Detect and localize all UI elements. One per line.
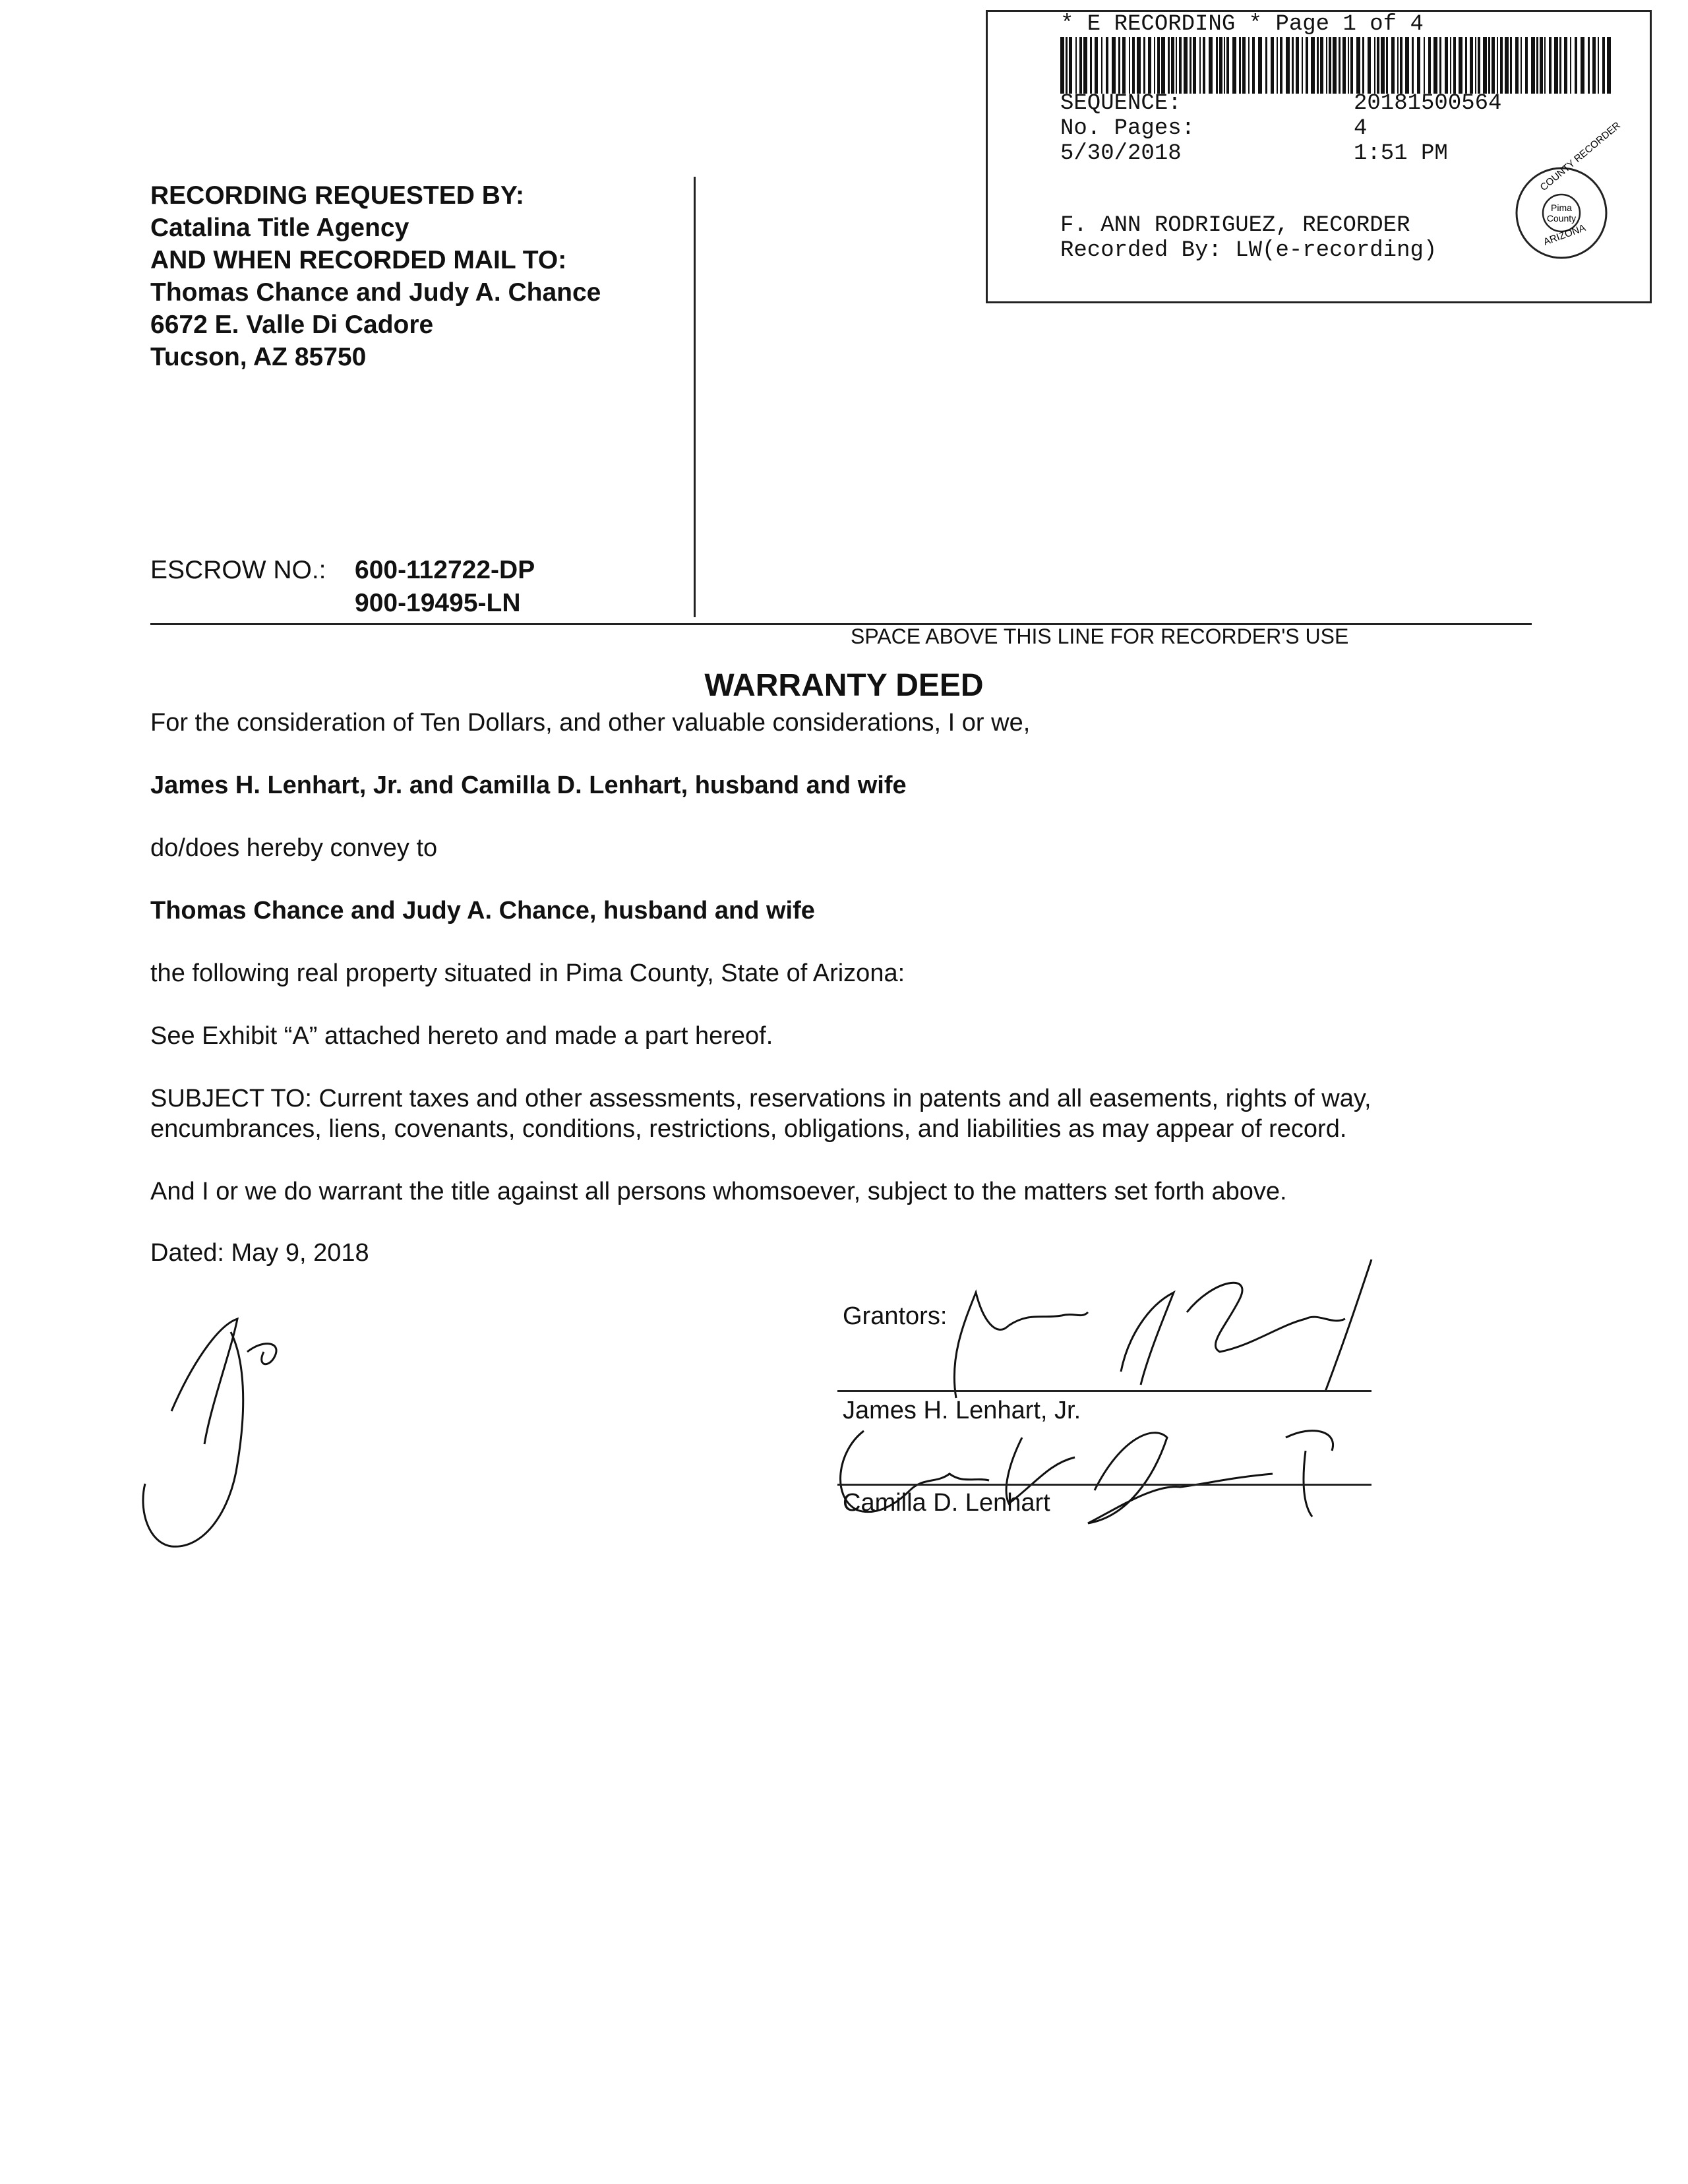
barcode-bar (1190, 37, 1191, 94)
barcode-bar (1193, 37, 1196, 94)
property-text: the following real property situated in Pima County, State of Arizona: (150, 959, 905, 987)
barcode-bar (1453, 37, 1456, 94)
barcode-bar (1184, 37, 1188, 94)
barcode-bar (1400, 37, 1402, 94)
signature-camilla-lenhart (811, 1411, 1378, 1536)
barcode-bar (1391, 37, 1395, 94)
barcode-bar (1199, 37, 1201, 94)
convey-text: do/does hereby convey to (150, 834, 438, 862)
barcode-bar (1277, 37, 1278, 94)
barcode-bar (1171, 37, 1174, 94)
barcode-bar (1350, 37, 1353, 94)
barcode-bar (1356, 37, 1360, 94)
title-agency: Catalina Title Agency (150, 214, 409, 242)
barcode-bar (1465, 37, 1467, 94)
sequence-value: 20181500564 (1354, 91, 1502, 116)
barcode-bar (1122, 37, 1126, 94)
barcode-bar (1362, 37, 1364, 94)
barcode-bar (1525, 37, 1528, 94)
barcode-bar (1459, 37, 1462, 94)
barcode-bar (1374, 37, 1375, 94)
seal-bottom-text: ARIZONA (1542, 222, 1588, 248)
barcode-bar (1311, 37, 1315, 94)
barcode-bar (1137, 37, 1141, 94)
barcode-bar (1219, 37, 1222, 94)
seal-center-line1: Pima (1551, 202, 1572, 213)
barcode-bar (1209, 37, 1213, 94)
recording-time: 1:51 PM (1354, 141, 1448, 166)
barcode-bar (1060, 37, 1064, 94)
pages-label: No. Pages: (1060, 116, 1195, 141)
barcode-bar (1588, 37, 1590, 94)
barcode-bar (1252, 37, 1255, 94)
recorder-use-note: SPACE ABOVE THIS LINE FOR RECORDER'S USE (851, 624, 1349, 648)
barcode-bar (1531, 37, 1535, 94)
barcode-bar (1248, 37, 1250, 94)
barcode-bar (1333, 37, 1337, 94)
grantor-names: James H. Lenhart, Jr. and Camilla D. Lenhart, husband and wife (150, 772, 907, 799)
barcode-bar (1320, 37, 1323, 94)
barcode-bar (1540, 37, 1543, 94)
barcode-bar (1176, 37, 1177, 94)
barcode-bar (1377, 37, 1379, 94)
seal-center-line2: County (1546, 213, 1577, 224)
barcode-bar (1216, 37, 1218, 94)
barcode-bar (1075, 37, 1077, 94)
barcode-bar (1224, 37, 1225, 94)
barcode-bar (1306, 37, 1308, 94)
escrow-number: 600-112722-DP (355, 556, 535, 584)
barcode-bar (1368, 37, 1371, 94)
barcode-bar (1148, 37, 1151, 94)
barcode-bar (1083, 37, 1087, 94)
barcode-bar (1515, 37, 1519, 94)
barcode-bar (1397, 37, 1399, 94)
barcode-bar (1439, 37, 1441, 94)
consideration-text: For the consideration of Ten Dollars, and other valuable considerations, I or we, (150, 709, 1031, 737)
barcode-bar (1602, 37, 1605, 94)
barcode-bar (1143, 37, 1145, 94)
barcode-bar (1386, 37, 1388, 94)
escrow-label: ESCROW NO.: (150, 556, 326, 584)
grantors-label: Grantors: (843, 1302, 948, 1330)
mail-to-name: Thomas Chance and Judy A. Chance (150, 278, 601, 307)
barcode-bar (1510, 37, 1512, 94)
barcode-bar (1069, 37, 1072, 94)
barcode-bar (1412, 37, 1414, 94)
barcode-bar (1475, 37, 1476, 94)
barcode-bar (1450, 37, 1451, 94)
recorder-stamp (986, 10, 1652, 303)
subject-to-line-1: SUBJECT TO: Current taxes and other assessments, reservations in patents and all easements, rights of way, (150, 1085, 1372, 1112)
barcode-bar (1242, 37, 1246, 94)
dated-text: Dated: May 9, 2018 (150, 1239, 369, 1267)
barcode-bar (1101, 37, 1102, 94)
vertical-divider (694, 177, 696, 617)
barcode-bar (1492, 37, 1495, 94)
barcode-bar (1536, 37, 1538, 94)
recording-requested-by: RECORDING REQUESTED BY: (150, 181, 524, 210)
barcode-bar (1559, 37, 1561, 94)
signer-name: Camilla D. Lenhart (843, 1489, 1050, 1517)
barcode-bar (1112, 37, 1116, 94)
barcode-bar (1132, 37, 1135, 94)
barcode-bar (1598, 37, 1599, 94)
barcode-bar (1286, 37, 1290, 94)
barcode-bar (1470, 37, 1473, 94)
exhibit-text: See Exhibit “A” attached hereto and made a part hereof. (150, 1022, 773, 1050)
warranty-text: And I or we do warrant the title against all persons whomsoever, subject to the matters set forth above. (150, 1178, 1287, 1205)
barcode-bar (1607, 37, 1611, 94)
barcode-bar (1179, 37, 1182, 94)
barcode-bar (1564, 37, 1567, 94)
mail-to-label: AND WHEN RECORDED MAIL TO: (150, 246, 567, 274)
barcode-bar (1342, 37, 1346, 94)
barcode-bar (1483, 37, 1487, 94)
barcode-bar (1381, 37, 1385, 94)
barcode-bar (1280, 37, 1282, 94)
barcode-bar (1106, 37, 1108, 94)
barcode-bar (1154, 37, 1155, 94)
barcode-bar (1424, 37, 1425, 94)
barcode-bar (1339, 37, 1341, 94)
barcode-bar (1226, 37, 1229, 94)
county-recorder-seal (1512, 119, 1623, 262)
barcode-bar (1554, 37, 1558, 94)
barcode-bar (1329, 37, 1331, 94)
barcode-bar (1592, 37, 1596, 94)
barcode-bar (1271, 37, 1274, 94)
barcode-bar (1500, 37, 1503, 94)
pages-value: 4 (1354, 116, 1368, 141)
barcode-bar (1157, 37, 1160, 94)
recording-header: * E RECORDING * Page 1 of 4 (1060, 12, 1424, 37)
barcode-bar (1570, 37, 1571, 94)
barcode-bar (1265, 37, 1267, 94)
barcode-bar (1258, 37, 1262, 94)
barcode-bar (1575, 37, 1577, 94)
barcode-bar (1232, 37, 1236, 94)
mail-to-street: 6672 E. Valle Di Cadore (150, 311, 434, 339)
barcode-bar (1239, 37, 1241, 94)
handwritten-initials (132, 1312, 316, 1563)
barcode-bar (1326, 37, 1327, 94)
barcode-bar (1521, 37, 1522, 94)
recorded-by: Recorded By: LW(e-recording) (1060, 238, 1437, 263)
signature-line (837, 1484, 1372, 1486)
barcode-bar (1433, 37, 1437, 94)
recorder-name: F. ANN RODRIGUEZ, RECORDER (1060, 213, 1410, 238)
seal-top-text: COUNTY RECORDER (1538, 119, 1623, 194)
barcode-bar (1488, 37, 1490, 94)
barcode-bar (1445, 37, 1448, 94)
escrow-number: 900-19495-LN (355, 589, 521, 617)
subject-to-line-2: encumbrances, liens, covenants, conditions, restrictions, obligations, and liabilities as may appear of record. (150, 1115, 1347, 1143)
barcode-bar (1090, 37, 1092, 94)
barcode-bar (1417, 37, 1420, 94)
barcode-bar (1317, 37, 1319, 94)
mail-to-city: Tucson, AZ 85750 (150, 343, 367, 371)
barcode-bar (1095, 37, 1098, 94)
barcode-bar (1581, 37, 1584, 94)
sequence-label: SEQUENCE: (1060, 91, 1182, 116)
signature-line (837, 1390, 1372, 1392)
barcode-bar (1505, 37, 1509, 94)
signature-james-lenhart (910, 1246, 1437, 1418)
barcode-bar (1296, 37, 1299, 94)
grantee-names: Thomas Chance and Judy A. Chance, husband and wife (150, 897, 815, 925)
barcode-bar (1478, 37, 1480, 94)
barcode-bar (1348, 37, 1349, 94)
barcode-bar (1544, 37, 1546, 94)
barcode-bar (1129, 37, 1130, 94)
barcode-bar (1405, 37, 1409, 94)
barcode-bar (1497, 37, 1498, 94)
barcode (1060, 37, 1614, 94)
barcode-bar (1168, 37, 1170, 94)
barcode-bar (1161, 37, 1165, 94)
document-title: WARRANTY DEED (704, 668, 984, 703)
signer-name: James H. Lenhart, Jr. (843, 1397, 1081, 1424)
barcode-bar (1292, 37, 1294, 94)
recording-date: 5/30/2018 (1060, 141, 1182, 166)
barcode-bar (1118, 37, 1120, 94)
barcode-bar (1302, 37, 1303, 94)
barcode-bar (1066, 37, 1068, 94)
barcode-bar (1549, 37, 1552, 94)
barcode-bar (1079, 37, 1082, 94)
barcode-bar (1203, 37, 1205, 94)
recording-request-block (150, 179, 601, 373)
barcode-bar (1428, 37, 1431, 94)
